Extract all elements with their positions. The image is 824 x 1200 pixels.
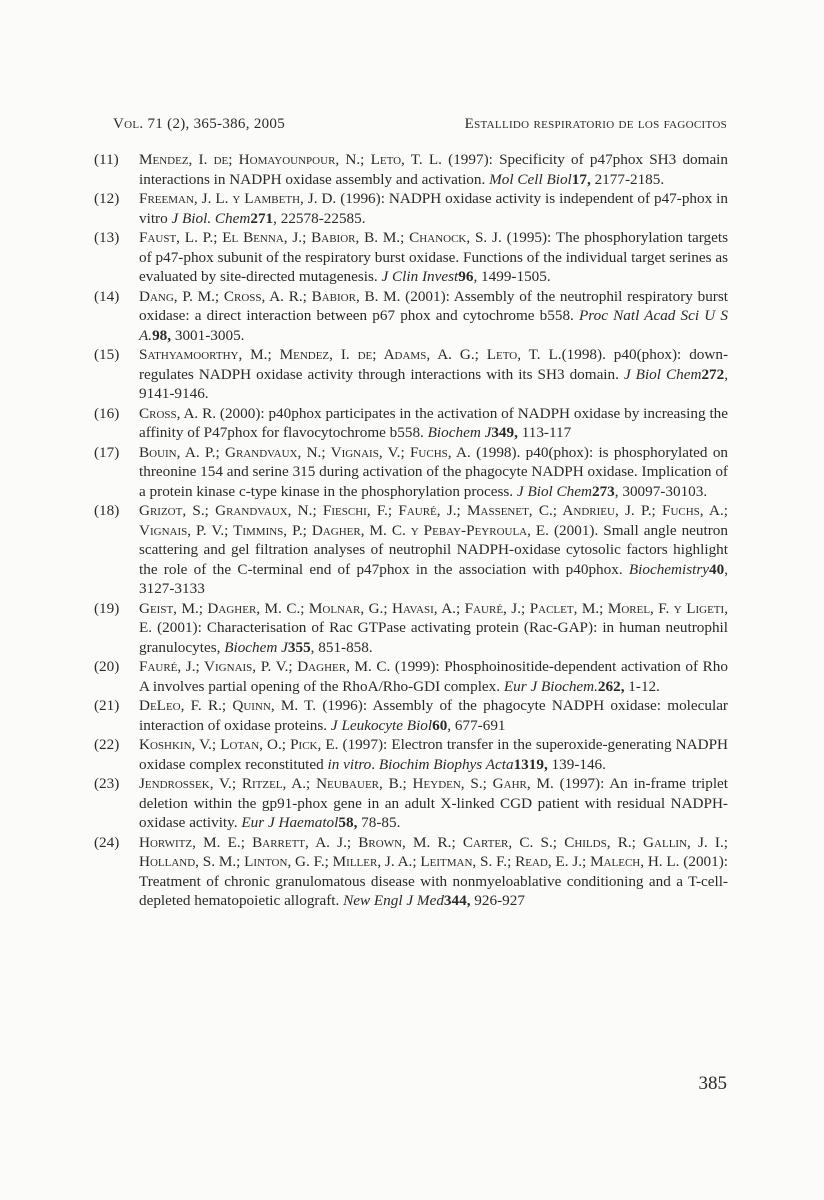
reference-entry — [94, 150, 728, 189]
reference-volume: 262, — [597, 677, 625, 695]
reference-pages: 2177-2185. — [590, 170, 665, 188]
reference-number: (22) — [94, 736, 120, 753]
reference-volume: 344, — [443, 892, 471, 909]
reference-number: (14) — [94, 287, 120, 305]
header-journal-info: Vol. 71 (2), 365-386, 2005 — [113, 116, 286, 132]
reference-list — [94, 150, 728, 911]
reference-entry — [94, 657, 728, 696]
reference-journal: Biochemistry — [628, 560, 710, 578]
reference-entry — [94, 696, 728, 735]
reference-authors: Cross, A. R. — [139, 404, 217, 422]
reference-volume: 273 — [591, 482, 615, 500]
reference-journal: J Leukocyte Biol — [330, 716, 433, 734]
reference-journal: Biochim Biophys Acta — [378, 755, 514, 773]
reference-authors: Sathyamoorthy, M.; Mendez, I. de; Adams, A. G.; Leto, T. L. — [139, 346, 562, 363]
reference-entry — [94, 404, 728, 443]
reference-volume: 98, — [152, 326, 172, 344]
reference-number: (13) — [94, 229, 120, 246]
reference-authors: Geist, M.; Dagher, M. C.; Molnar, G.; Havasi, A.; Fauré, J.; Paclet, M.; Morel, F. y Ligeti, E. — [139, 599, 728, 636]
reference-authors: Jendrossek, V.; Ritzel, A.; Neubauer, B.; Heyden, S.; Gahr, M. — [139, 775, 554, 792]
reference-entry — [94, 833, 728, 911]
reference-pages: , 851-858. — [310, 638, 373, 656]
header-article-title: Estallido respiratorio de los fagocitos — [464, 116, 727, 132]
reference-volume: 58, — [338, 814, 358, 831]
reference-pages: 3001-3005. — [171, 326, 245, 344]
reference-journal: J Biol Chem — [623, 365, 702, 383]
reference-journal: Eur J Biochem. — [503, 677, 598, 695]
reference-number: (11) — [94, 151, 119, 168]
reference-journal: Biochem J — [224, 638, 288, 656]
reference-text: (1997): An in-frame triplet deletion within the gp91-phox gene in an adult X-linked CGD patient with residual NADPH-oxidase activity. — [139, 775, 728, 831]
reference-journal: New Engl J Med — [343, 892, 444, 909]
reference-pages: 78-85. — [357, 814, 401, 831]
reference-pages: 139-146. — [547, 755, 606, 773]
reference-pages: , 22578-22585. — [273, 209, 366, 227]
reference-number: (16) — [94, 404, 120, 422]
reference-text-after: . — [371, 755, 379, 773]
reference-text: (1997): Electron transfer in the superoxide-generating NADPH oxidase complex reconstituted — [139, 736, 728, 773]
reference-number: (24) — [94, 833, 120, 851]
reference-journal: Proc Natl Acad Sci U S A. — [139, 307, 728, 344]
reference-entry — [94, 774, 728, 833]
reference-text: (1998). p40(phox): down-regulates NADPH oxidase activity through interactions with its SH3 domain. — [139, 346, 728, 383]
reference-text: (1995): The phosphorylation targets of p47-phox subunit of the respiratory burst oxidase. Functions of the individual target serines as evaluated by site-directed mutagenesis. — [139, 229, 728, 285]
reference-volume: 1319, — [513, 755, 548, 773]
reference-authors: Koshkin, V.; Lotan, O.; Pick, E. — [139, 736, 339, 753]
reference-journal: Mol Cell Biol — [489, 170, 572, 188]
reference-pages: , 1499-1505. — [473, 268, 551, 285]
reference-authors: DeLeo, F. R.; Quinn, M. T. — [139, 697, 317, 714]
reference-volume: 349, — [491, 424, 518, 441]
reference-text: (1996): Assembly of the phagocyte NADPH oxidase: molecular interaction of oxidase proteins. — [139, 697, 728, 734]
reference-pages: , 3127-3133 — [139, 560, 728, 597]
reference-authors: Horwitz, M. E.; Barrett, A. J.; Brown, M. R.; Carter, C. S.; Childs, R.; Gallin, J. I.; Holland, S. M.; Linton, G. F.; Miller, J. A.; Leitman, S. F.; Read, E. J.; Malech, H. L. — [139, 833, 728, 870]
reference-number: (21) — [94, 697, 120, 714]
reference-number: (18) — [94, 502, 120, 519]
reference-number: (19) — [94, 599, 120, 617]
reference-volume: 355 — [287, 638, 311, 656]
reference-text: (2001): Characterisation of Rac GTPase activating protein (Rac-GAP): in human neutrophil granulocytes, — [139, 619, 728, 656]
reference-volume: 96 — [458, 268, 474, 285]
reference-authors: Bouin, A. P.; Grandvaux, N.; Vignais, V.; Fuchs, A. — [139, 443, 471, 461]
reference-pages: 1-12. — [624, 677, 660, 695]
reference-entry — [94, 287, 728, 346]
reference-pages: 926-927 — [470, 892, 525, 909]
reference-entry — [94, 501, 728, 599]
reference-number: (12) — [94, 190, 120, 207]
reference-text: (1998). p40(phox): is phosphorylated on threonine 154 and serine 315 during activation of the phagocyte NADPH oxidase. Implication of a protein kinase c-type kinase in the phosphorylation process. — [139, 443, 729, 500]
reference-volume: 271 — [250, 209, 274, 227]
reference-authors: Dang, P. M.; Cross, A. R.; Babior, B. M. — [139, 287, 401, 305]
reference-number: (15) — [94, 346, 120, 363]
reference-authors: Faust, L. P.; El Benna, J.; Babior, B. M.; Chanock, S. J. — [139, 229, 502, 246]
reference-number: (23) — [94, 775, 120, 792]
reference-pages: 113-117 — [517, 424, 572, 441]
reference-number: (17) — [94, 443, 120, 461]
reference-volume: 17, — [571, 170, 591, 188]
reference-text: (2001): Assembly of the neutrophil respiratory burst oxidase: a direct interaction between p67 phox and cytochrome b558. — [139, 287, 728, 324]
reference-text: (2001): Treatment of chronic granulomatous disease with nonmyeloablative conditioning and a T-cell-depleted hematopoietic allograft. — [139, 853, 728, 909]
reference-volume: 272 — [701, 365, 725, 383]
reference-entry — [94, 345, 728, 404]
reference-text-italic: in vitro — [327, 755, 372, 773]
reference-journal: J Biol. Chem — [171, 209, 251, 227]
reference-journal: Eur J Haematol — [241, 814, 339, 831]
reference-authors: Freeman, J. L. y Lambeth, J. D. — [139, 190, 337, 207]
reference-text: (1999): Phosphoinositide-dependent activation of Rho A involves partial opening of the RhoA/Rho-GDI complex. — [139, 658, 728, 695]
reference-text: (1996): NADPH oxidase activity is independent of p47-phox in vitro — [139, 190, 728, 227]
reference-pages: , 30097-30103. — [614, 482, 708, 500]
reference-journal: Biochem J — [427, 424, 492, 441]
reference-authors: Mendez, I. de; Homayounpour, N.; Leto, T. L. — [139, 151, 442, 168]
reference-entry — [94, 443, 728, 502]
reference-text: (2000): p40phox participates in the activation of NADPH oxidase by increasing the affinity of P47phox for flavocytochrome b558. — [139, 404, 728, 441]
reference-pages: , 677-691 — [447, 716, 506, 734]
reference-pages: , 9141-9146. — [139, 365, 729, 402]
reference-entry — [94, 735, 728, 774]
reference-text: (1997): Specificity of p47phox SH3 domain interactions in NADPH oxidase assembly and activation. — [139, 151, 728, 188]
reference-text: (2001). Small angle neutron scattering and gel filtration analyses of neutrophil NADPH-oxidase cytosolic factors highlight the role of the C-terminal end of p47phox in the association with p40phox. — [139, 521, 728, 578]
reference-entry — [94, 189, 728, 228]
reference-authors: Fauré, J.; Vignais, P. V.; Dagher, M. C. — [139, 658, 391, 675]
page-number: 385 — [698, 1073, 727, 1094]
reference-volume: 60 — [432, 716, 448, 734]
reference-journal: J Clin Invest — [381, 268, 459, 285]
reference-number: (20) — [94, 658, 120, 675]
reference-entry — [94, 228, 728, 287]
reference-authors: Grizot, S.; Grandvaux, N.; Fieschi, F.; Fauré, J.; Massenet, C.; Andrieu, J. P.; Fuchs, A.; Vignais, P. V.; Timmins, P.; Dagher, M. C. y Pebay-Peyroula, E. — [139, 502, 728, 539]
reference-journal: J Biol Chem — [516, 482, 592, 500]
reference-volume: 40 — [709, 560, 725, 578]
reference-entry — [94, 599, 728, 658]
